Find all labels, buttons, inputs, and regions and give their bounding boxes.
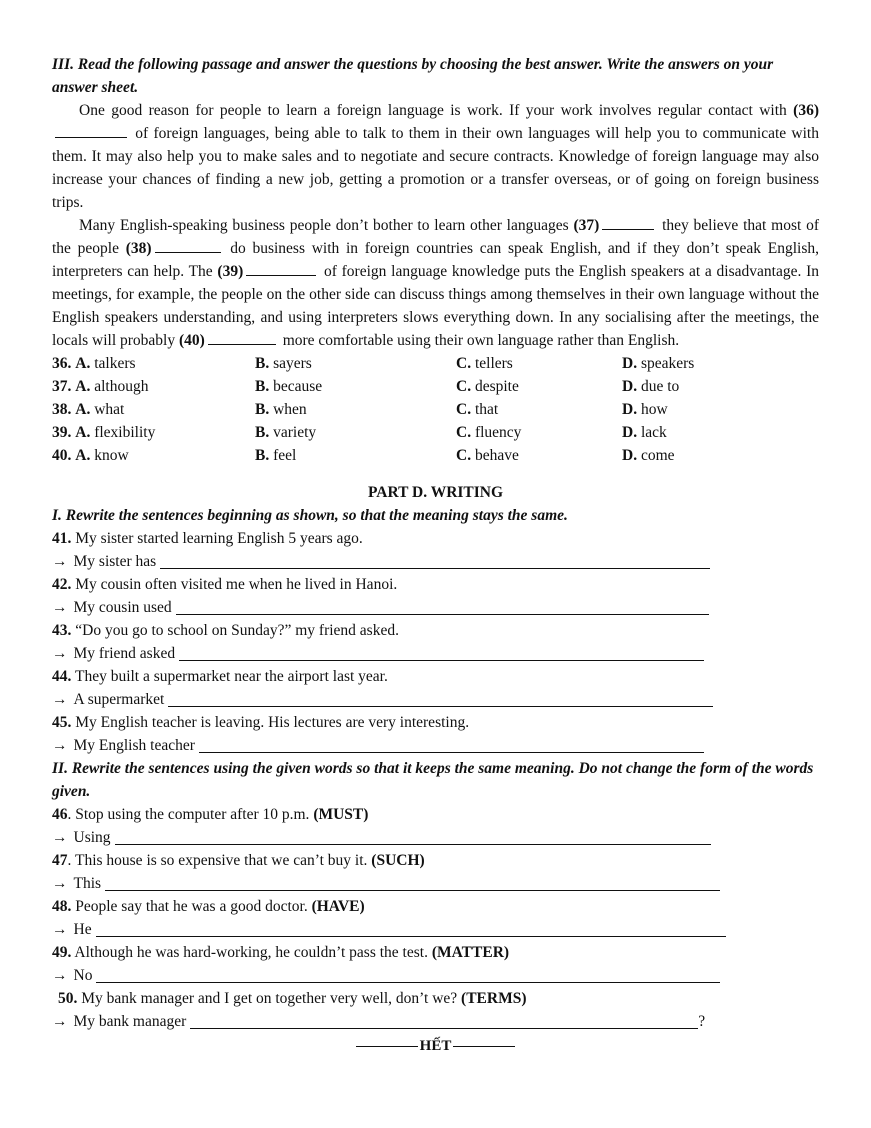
option-text: sayers	[273, 355, 312, 372]
question-47	[52, 849, 819, 872]
option-letter: C.	[456, 424, 472, 441]
option-letter: B.	[255, 355, 270, 372]
option-text: how	[640, 401, 668, 418]
question-48	[52, 895, 819, 918]
passage-text: Many English-speaking business people don’t bother to learn other languages	[79, 217, 574, 234]
blank-36[interactable]	[55, 123, 127, 138]
option-a[interactable]	[52, 352, 255, 375]
option-text: when	[273, 401, 307, 418]
question-number: 41.	[52, 530, 72, 547]
option-letter: B.	[255, 401, 270, 418]
answer-blank-43[interactable]	[179, 646, 704, 661]
option-text: lack	[640, 424, 667, 441]
option-a[interactable]	[52, 421, 255, 444]
arrow-icon: →	[52, 645, 68, 662]
passage-paragraph-2	[52, 214, 819, 352]
answer-lead: My English teacher	[73, 737, 195, 754]
key-word: (TERMS)	[461, 990, 527, 1007]
option-c[interactable]	[456, 375, 622, 398]
answer-lead: My sister has	[73, 553, 157, 570]
options-row-39	[52, 421, 819, 444]
options-row-40	[52, 444, 819, 467]
answer-blank-46[interactable]	[115, 830, 711, 845]
answer-line-45	[52, 734, 819, 757]
option-text: fluency	[474, 424, 522, 441]
question-text: My English teacher is leaving. His lectures are very interesting.	[71, 714, 470, 731]
answer-lead: He	[73, 921, 92, 938]
option-text: despite	[474, 378, 519, 395]
option-b[interactable]	[255, 444, 456, 467]
end-label: HẾT	[419, 1038, 452, 1054]
answer-lead: This	[73, 875, 102, 892]
option-text: behave	[474, 447, 519, 464]
arrow-icon: →	[52, 875, 68, 892]
question-ref-39: (39)	[217, 263, 244, 280]
option-a[interactable]	[52, 398, 255, 421]
answer-line-43	[52, 642, 819, 665]
question-number: 45.	[52, 714, 72, 731]
option-letter: A.	[75, 355, 91, 372]
answer-lead: Using	[73, 829, 111, 846]
part-d-title: PART D. WRITING	[367, 484, 504, 501]
options-row-38	[52, 398, 819, 421]
option-text: although	[94, 378, 149, 395]
option-b[interactable]	[255, 398, 456, 421]
option-text: come	[640, 447, 675, 464]
option-text: tellers	[474, 355, 513, 372]
answer-lead: My cousin used	[73, 599, 172, 616]
passage-text: they believe that most of the people	[52, 217, 819, 257]
question-number: 44.	[52, 668, 72, 685]
question-mark: ?	[698, 1013, 706, 1030]
answer-line-46	[52, 826, 819, 849]
key-word: (MUST)	[313, 806, 369, 823]
question-number: 40.	[52, 447, 72, 464]
option-letter: C.	[456, 401, 472, 418]
section-ii-heading: II. Rewrite the sentences using the given words so that it keeps the same meaning. Do not change the form of the words given.	[52, 760, 814, 800]
question-ref-36: (36)	[793, 102, 819, 119]
option-letter: D.	[622, 447, 638, 464]
question-45	[52, 711, 819, 734]
option-letter: A.	[75, 378, 91, 395]
answer-blank-48[interactable]	[96, 922, 726, 937]
answer-line-48	[52, 918, 819, 941]
blank-38[interactable]	[155, 238, 221, 253]
option-letter: C.	[456, 447, 472, 464]
blank-37[interactable]	[602, 215, 654, 230]
question-number: 39.	[52, 424, 72, 441]
arrow-icon: →	[52, 737, 68, 754]
question-text: Although he was hard-working, he couldn’t pass the test.	[71, 944, 432, 961]
answer-blank-42[interactable]	[176, 600, 709, 615]
option-text: what	[94, 401, 125, 418]
answer-blank-45[interactable]	[199, 738, 704, 753]
option-text: feel	[273, 447, 297, 464]
question-text: . This house is so expensive that we can’t buy it.	[67, 852, 372, 869]
question-text: They built a supermarket near the airport last year.	[71, 668, 388, 685]
question-text: “Do you go to school on Sunday?” my friend asked.	[71, 622, 399, 639]
option-letter: C.	[456, 355, 472, 372]
passage-paragraph-1	[52, 99, 819, 214]
question-number: 46	[52, 806, 68, 823]
answer-blank-49[interactable]	[96, 968, 720, 983]
option-letter: A.	[75, 424, 91, 441]
answer-blank-44[interactable]	[168, 692, 713, 707]
question-44	[52, 665, 819, 688]
section-iii-heading: III. Read the following passage and answer the questions by choosing the best answer. Write the answers on your answer sheet.	[52, 56, 774, 96]
option-b[interactable]	[255, 352, 456, 375]
arrow-icon: →	[52, 829, 68, 846]
option-d[interactable]	[622, 398, 802, 421]
arrow-icon: →	[52, 967, 68, 984]
question-ref-38: (38)	[125, 240, 152, 257]
answer-lead: A supermarket	[73, 691, 165, 708]
question-42	[52, 573, 819, 596]
passage-text: of foreign language knowledge puts the English speakers at a disadvantage. In meetings, for example, the people on the other side can discuss things among themselves in their own language without the English speakers understanding, and using interpreters slows everything down. In any socialising after the meetings, the locals will probably	[52, 263, 819, 349]
question-50	[52, 987, 819, 1010]
option-letter: B.	[255, 447, 270, 464]
option-letter: D.	[622, 424, 638, 441]
option-c[interactable]	[456, 421, 622, 444]
answer-blank-41[interactable]	[160, 554, 710, 569]
answer-blank-47[interactable]	[105, 876, 720, 891]
question-49	[52, 941, 819, 964]
option-letter: D.	[622, 378, 638, 395]
arrow-icon: →	[52, 691, 68, 708]
key-word: (MATTER)	[431, 944, 510, 961]
option-text: variety	[273, 424, 317, 441]
option-letter: B.	[255, 424, 270, 441]
option-c[interactable]	[456, 352, 622, 375]
question-43	[52, 619, 819, 642]
question-text: . Stop using the computer after 10 p.m.	[67, 806, 314, 823]
answer-lead: My friend asked	[73, 645, 176, 662]
option-d[interactable]	[622, 375, 802, 398]
passage-text: One good reason for people to learn a foreign language is work. If your work involves regular contact with	[79, 102, 794, 119]
arrow-icon: →	[52, 1013, 68, 1030]
section-i-heading: I. Rewrite the sentences beginning as shown, so that the meaning stays the same.	[52, 507, 568, 524]
option-text: due to	[640, 378, 680, 395]
option-letter: D.	[622, 355, 638, 372]
divider	[356, 1046, 418, 1047]
question-text: People say that he was a good doctor.	[71, 898, 312, 915]
question-ref-40: (40)	[179, 332, 205, 349]
option-letter: C.	[456, 378, 472, 395]
option-letter: D.	[622, 401, 638, 418]
answer-line-50	[52, 1010, 819, 1033]
question-text: My cousin often visited me when he lived in Hanoi.	[71, 576, 398, 593]
passage-text: of foreign languages, being able to talk to them in their own languages will help you to communicate with them. It may also help you to make sales and to negotiate and secure contracts. Knowledge of foreign language may also increase your chances of finding a new job, getting a promotion or a transfer overseas, or of going on foreign business trips.	[52, 125, 819, 211]
passage-text: do business with in foreign countries can speak English, and if they don’t speak English, interpreters can help. The	[52, 240, 819, 280]
answer-line-44	[52, 688, 819, 711]
divider	[453, 1046, 515, 1047]
answer-line-42	[52, 596, 819, 619]
option-letter: A.	[75, 447, 91, 464]
question-46	[52, 803, 819, 826]
passage-text: more comfortable using their own language rather than English.	[278, 332, 680, 349]
option-d[interactable]	[622, 352, 802, 375]
option-text: speakers	[640, 355, 695, 372]
blank-39[interactable]	[246, 261, 316, 276]
options-row-37	[52, 375, 819, 398]
arrow-icon: →	[52, 921, 68, 938]
blank-40[interactable]	[208, 330, 276, 345]
question-number: 50.	[58, 990, 78, 1007]
option-b[interactable]	[255, 421, 456, 444]
key-word: (SUCH)	[371, 852, 425, 869]
option-c[interactable]	[456, 398, 622, 421]
question-text: My bank manager and I get on together very well, don’t we?	[77, 990, 462, 1007]
answer-lead: My bank manager	[73, 1013, 187, 1030]
option-letter: B.	[255, 378, 270, 395]
answer-line-41	[52, 550, 819, 573]
option-d[interactable]	[622, 421, 802, 444]
answer-blank-50[interactable]	[190, 1014, 698, 1029]
option-a[interactable]	[52, 375, 255, 398]
end-of-test-mark	[52, 1035, 819, 1058]
question-number: 36.	[52, 355, 72, 372]
question-number: 43.	[52, 622, 72, 639]
answer-line-49	[52, 964, 819, 987]
question-number: 38.	[52, 401, 72, 418]
option-d[interactable]	[622, 444, 802, 467]
option-text: because	[273, 378, 323, 395]
answer-line-47	[52, 872, 819, 895]
option-text: talkers	[94, 355, 136, 372]
option-text: know	[94, 447, 129, 464]
question-number: 49.	[52, 944, 72, 961]
question-number: 47	[52, 852, 68, 869]
question-ref-37: (37)	[573, 217, 600, 234]
option-a[interactable]	[52, 444, 255, 467]
option-b[interactable]	[255, 375, 456, 398]
question-number: 48.	[52, 898, 72, 915]
question-41	[52, 527, 819, 550]
arrow-icon: →	[52, 599, 68, 616]
key-word: (HAVE)	[311, 898, 365, 915]
answer-options	[52, 352, 819, 467]
answer-lead: No	[73, 967, 93, 984]
arrow-icon: →	[52, 553, 68, 570]
option-letter: A.	[75, 401, 91, 418]
question-number: 42.	[52, 576, 72, 593]
option-c[interactable]	[456, 444, 622, 467]
option-text: that	[474, 401, 499, 418]
option-text: flexibility	[94, 424, 156, 441]
options-row-36	[52, 352, 819, 375]
question-number: 37.	[52, 378, 72, 395]
question-text: My sister started learning English 5 years ago.	[71, 530, 363, 547]
